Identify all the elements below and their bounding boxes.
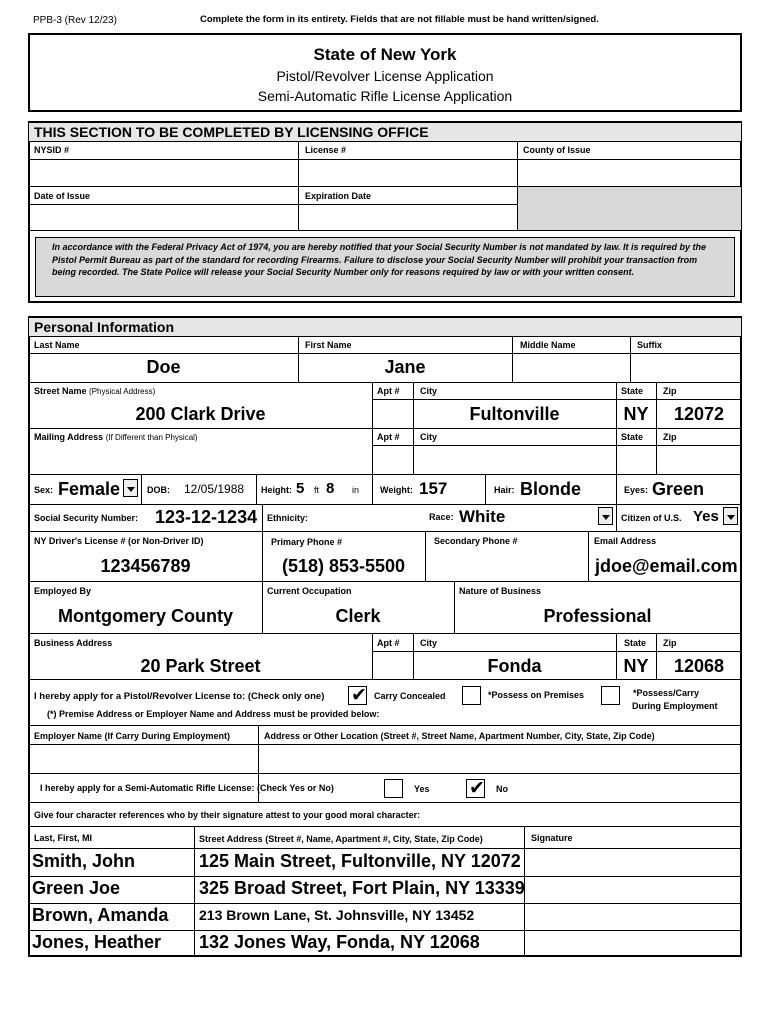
mailing-street-field[interactable] [30,446,371,473]
primary-phone-label: Primary Phone # [271,537,343,547]
ref-address-column-header: Street Address (Street #, Name, Apartment #, City, State, Zip Code) [199,834,483,844]
ethnicity-label: Ethnicity: [267,513,309,523]
other-location-label: Address or Other Location (Street #, Street Name, Apartment Number, City, State, Zip Code) [264,731,655,741]
dob-field[interactable]: 12/05/1988 [184,482,245,496]
ref-signature-column-header: Signature [531,833,573,843]
carry-concealed-label: Carry Concealed [374,691,446,701]
reference-address[interactable]: 325 Broad Street, Fort Plain, NY 13339 [199,878,525,898]
gray-filler [518,187,741,230]
check-mark-icon: ✔ [469,778,485,799]
dob-label: DOB: [147,485,170,495]
mailing-apt-label: Apt # [377,432,400,442]
table-row [29,931,741,956]
middle-name-field[interactable] [513,354,629,381]
semi-auto-yes-checkbox[interactable] [384,779,403,798]
reference-address[interactable]: 132 Jones Way, Fonda, NY 12068 [199,932,480,952]
business-street-field[interactable]: 20 Park Street [140,656,261,676]
reference-signature[interactable] [525,849,740,875]
apt-field[interactable] [373,400,412,427]
city-field[interactable]: Fultonville [469,404,560,424]
race-label: Race: [429,512,454,522]
possess-carry-checkbox[interactable] [601,686,620,705]
employed-by-label: Employed By [34,586,92,596]
nysid-label: NYSID # [34,145,70,155]
eyes-label: Eyes: [624,485,649,495]
city-label: City [420,386,438,396]
eyes-field[interactable]: Green [652,479,705,499]
table-row [29,877,741,903]
ref-name-column-header: Last, First, MI [34,833,93,843]
check-mark-icon: ✔ [351,685,367,706]
drivers-license-label: NY Driver's License # (or Non-Driver ID) [34,536,204,546]
sex-select[interactable]: Female [58,479,121,499]
suffix-field[interactable] [631,354,740,381]
height-in-field[interactable]: 8 [326,480,335,497]
business-apt-field[interactable] [373,652,412,678]
email-label: Email Address [594,536,657,546]
citizen-dropdown-button[interactable] [723,507,738,525]
business-apt-label: Apt # [377,638,400,648]
business-zip-field[interactable]: 12068 [673,656,725,676]
ft-label: ft [314,485,320,495]
last-name-field[interactable]: Doe [146,357,181,377]
zip-field[interactable]: 12072 [673,404,725,424]
employer-name-field[interactable] [30,745,257,772]
sex-dropdown-button[interactable] [123,479,138,497]
reference-signature[interactable] [525,904,740,929]
street-field[interactable]: 200 Clark Drive [135,404,266,424]
license-apply-text: I hereby apply for a Pistol/Revolver License to: (Check only one) [34,691,325,702]
employer-field[interactable]: Montgomery County [58,606,233,626]
personal-section-title: Personal Information [29,318,741,336]
business-zip-label: Zip [663,638,677,648]
privacy-notice: In accordance with the Federal Privacy Act of 1974, you are hereby notified that your Social Security Number is not mandated by law. It is required by the Pistol Permit Bureau as part of the standard for recording Firearms. Failure to disclose your Social Security Number will prohibit your transaction from being recorded. The State Police will release your Social Security Number only for reasons required by law or with your written consent. [52,242,707,277]
drivers-license-field[interactable]: 123456789 [100,556,191,576]
reference-name[interactable]: Green Joe [32,878,121,898]
weight-field[interactable]: 157 [419,479,448,498]
middle-name-label: Middle Name [520,340,576,350]
reference-address[interactable]: 213 Brown Lane, St. Johnsville, NY 13452 [199,907,475,923]
license-note: (*) Premise Address or Employer Name and Address must be provided below: [47,709,380,719]
state-label: State [621,386,644,396]
zip-label: Zip [663,386,677,396]
possess-premises-label: *Possess on Premises [488,690,585,700]
ssn-label: Social Security Number: [34,513,139,523]
table-row [29,849,741,876]
during-employment-label: During Employment [632,701,718,711]
last-name-label: Last Name [34,340,80,350]
possess-premises-checkbox[interactable] [462,686,481,705]
mailing-address-label: Mailing Address (If Different than Physical) [34,432,198,442]
reference-signature[interactable] [525,877,740,902]
hair-field[interactable]: Blonde [520,479,581,499]
citizen-label: Citizen of U.S. [621,513,682,523]
mailing-city-label: City [420,432,438,442]
form-id: PPB-3 (Rev 12/23) [33,15,117,26]
business-city-label: City [420,638,438,648]
semi-auto-no-label: No [496,784,508,794]
citizen-select[interactable]: Yes [693,508,719,525]
email-field[interactable]: jdoe@email.com [595,556,738,576]
business-address-label: Business Address [34,638,113,648]
nysid-field[interactable] [30,160,297,185]
county-of-issue-label: County of Issue [523,145,591,155]
secondary-phone-field[interactable] [426,552,587,579]
carry-concealed-checkbox[interactable] [348,686,367,705]
state-field[interactable]: NY [623,404,649,424]
first-name-label: First Name [305,340,352,350]
nature-of-business-field[interactable]: Professional [543,606,652,626]
first-name-field[interactable]: Jane [384,357,426,377]
date-of-issue-label: Date of Issue [34,191,91,201]
semi-auto-yes-label: Yes [414,784,430,794]
height-ft-field[interactable]: 5 [296,480,305,497]
nature-of-business-label: Nature of Business [459,586,542,596]
reference-name[interactable]: Jones, Heather [32,932,162,952]
reference-signature[interactable] [525,931,740,955]
mailing-state-label: State [621,432,644,442]
occupation-label: Current Occupation [267,586,352,596]
possess-carry-label: *Possess/Carry [633,688,700,698]
reference-name[interactable]: Brown, Amanda [32,905,169,925]
date-of-issue-field[interactable] [30,205,297,230]
business-state-label: State [624,638,647,648]
sex-label: Sex: [34,485,54,495]
secondary-phone-label: Secondary Phone # [434,536,518,546]
references-intro: Give four character references who by their signature attest to your good moral character: [34,810,421,820]
primary-phone-field[interactable]: (518) 853-5500 [281,556,406,576]
page-title: State of New York [313,45,457,64]
semi-auto-no-checkbox[interactable] [466,779,485,798]
business-city-field[interactable]: Fonda [487,656,542,676]
hair-label: Hair: [494,485,515,495]
license-number-field[interactable] [299,160,516,185]
reference-address[interactable]: 125 Main Street, Fultonville, NY 12072 [199,851,521,871]
county-of-issue-field[interactable] [518,160,740,185]
business-state-field[interactable]: NY [623,656,649,676]
expiration-date-label: Expiration Date [305,191,372,201]
reference-name[interactable]: Smith, John [32,851,135,871]
office-section-title: THIS SECTION TO BE COMPLETED BY LICENSING OFFICE [29,123,741,141]
height-label: Height: [261,485,292,495]
occupation-field[interactable]: Clerk [335,606,381,626]
race-select[interactable]: White [459,507,506,526]
form-instruction: Complete the form in its entirety. Fields that are not fillable must be hand written/signed. [200,14,599,25]
page-subtitle-1: Pistol/Revolver License Application [276,68,494,84]
suffix-label: Suffix [637,340,663,350]
weight-label: Weight: [380,485,413,495]
page-subtitle-2: Semi-Automatic Rifle License Application [257,88,513,104]
race-dropdown-button[interactable] [598,507,613,525]
apt-label: Apt # [377,386,400,396]
semi-auto-apply-text: I hereby apply for a Semi-Automatic Rifle License: (Check Yes or No) [40,783,334,793]
table-row [29,904,741,930]
license-number-label: License # [305,145,347,155]
employer-name-label: Employer Name (If Carry During Employment) [34,731,231,741]
ssn-field[interactable]: 123-12-1234 [155,507,258,527]
mailing-city-field[interactable] [414,446,615,473]
mailing-zip-label: Zip [663,432,677,442]
other-location-field[interactable] [259,745,740,772]
street-name-label: Street Name (Physical Address) [34,386,156,396]
expiration-date-field[interactable] [299,205,516,230]
in-label: in [352,485,360,495]
